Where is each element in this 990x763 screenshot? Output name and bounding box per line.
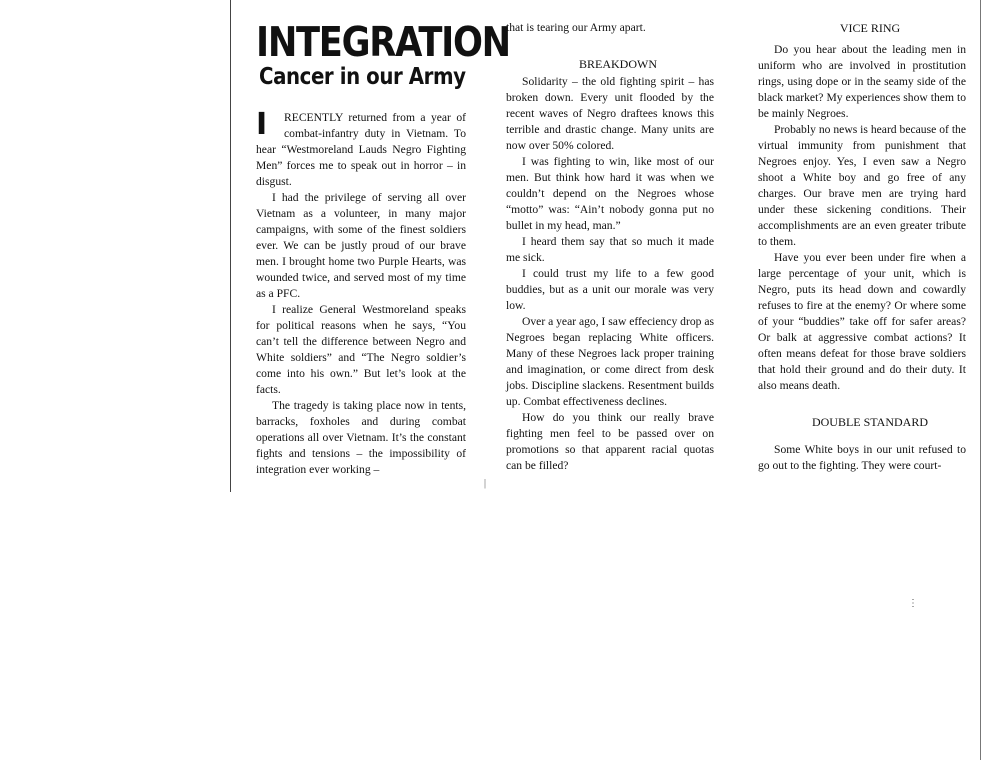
body-paragraph: Probably no news is heard because of the virtual immunity from punishment that Negroes enjoy. Yes, I even saw a Negro shoot a White boy and go free of any charges. Our brave men are trying hard under these sickening conditions. Their accomplishments are an even greater tribute to them. xyxy=(758,123,966,248)
article-column-1 xyxy=(256,0,510,478)
right-margin-rule xyxy=(980,0,981,760)
body-paragraph: Some White boys in our unit refused to go out to the fighting. They were court- xyxy=(758,443,966,472)
article-headline: INTEGRATION xyxy=(256,18,510,66)
scan-speck: | xyxy=(484,478,487,489)
body-paragraph: Do you hear about the leading men in uniform who are involved in prostitution rings, using dope or in the seamy side of the black market? My experiences show them to be mainly Negroes. xyxy=(758,43,966,120)
scan-speck: ⋮ xyxy=(908,598,918,609)
body-paragraph: I was fighting to win, like most of our men. But think how hard it was when we couldn’t depend on the Negroes whose “motto” was: “Ain’t nobody gonna put no bullet in my head, man.” xyxy=(506,155,714,232)
body-paragraph: I could trust my life to a few good buddies, but as a unit our morale was very low. xyxy=(506,267,714,312)
body-paragraph: Over a year ago, I saw effeciency drop as Negroes began replacing White officers. Many of these Negroes lack proper training and imagination, or come direct from desk jobs. Discipline slackens. Resentment builds up. Combat effectiveness declines. xyxy=(506,315,714,408)
body-paragraph: I had the privilege of serving all over Vietnam as a volunteer, in many major campaigns, with some of the finest soldiers ever. We can be justly proud of our brave men. I brought home two Purple Hearts, was wounded twice, and served most of my time as a PFC. xyxy=(256,191,466,300)
continuation-line: that is tearing our Army apart. xyxy=(506,21,646,34)
section-heading-breakdown: BREAKDOWN xyxy=(579,57,657,71)
body-paragraph: The tragedy is taking place now in tents, barracks, foxholes and during combat operations all over Vietnam. It’s the constant fights and tensions – the impossibility of integration ever working – xyxy=(256,399,466,476)
lead-paragraph xyxy=(256,107,466,190)
section-heading-vice-ring: VICE RING xyxy=(839,21,901,35)
body-paragraph: How do you think our really brave fighting men feel to be passed over on promotions so that apparent racial quotas can be filled? xyxy=(506,411,714,472)
drop-cap: I xyxy=(256,107,268,142)
section-heading-double-standard: DOUBLE STANDARD xyxy=(811,415,929,429)
body-paragraph: Solidarity – the old fighting spirit – has broken down. Every unit flooded by the recent waves of Negro draftees knows this terrible and drastic change. Many units are now over 50% colored. xyxy=(506,75,714,152)
body-paragraph: Have you ever been under fire when a large percentage of your unit, which is Negro, puts its head down and cowardly refuses to fire at the enemy? Or where some of your “buddies” take off for safer areas? Or balk at aggressive combat actions? It often means defeat for those brave soldiers that hold their ground and do their duty. It also means death. xyxy=(758,251,966,392)
body-paragraph: I realize General Westmoreland speaks for political reasons when he says, “You can’t tell the difference between Negro and White soldiers” and “The Negro soldier’s come into his own.” But let’s look at the facts. xyxy=(256,303,466,396)
lead-text: RECENTLY returned from a year of combat-infantry duty in Vietnam. To hear “Westmoreland Lauds Negro Fighting Men” forces me to speak out in horror – in disgust. xyxy=(256,111,466,188)
left-margin-rule xyxy=(230,0,231,492)
article-column-2 xyxy=(506,20,714,474)
body-paragraph: I heard them say that so much it made me sick. xyxy=(506,235,714,264)
article-column-3 xyxy=(758,20,966,474)
article-subheadline: Cancer in our Army xyxy=(259,64,466,90)
